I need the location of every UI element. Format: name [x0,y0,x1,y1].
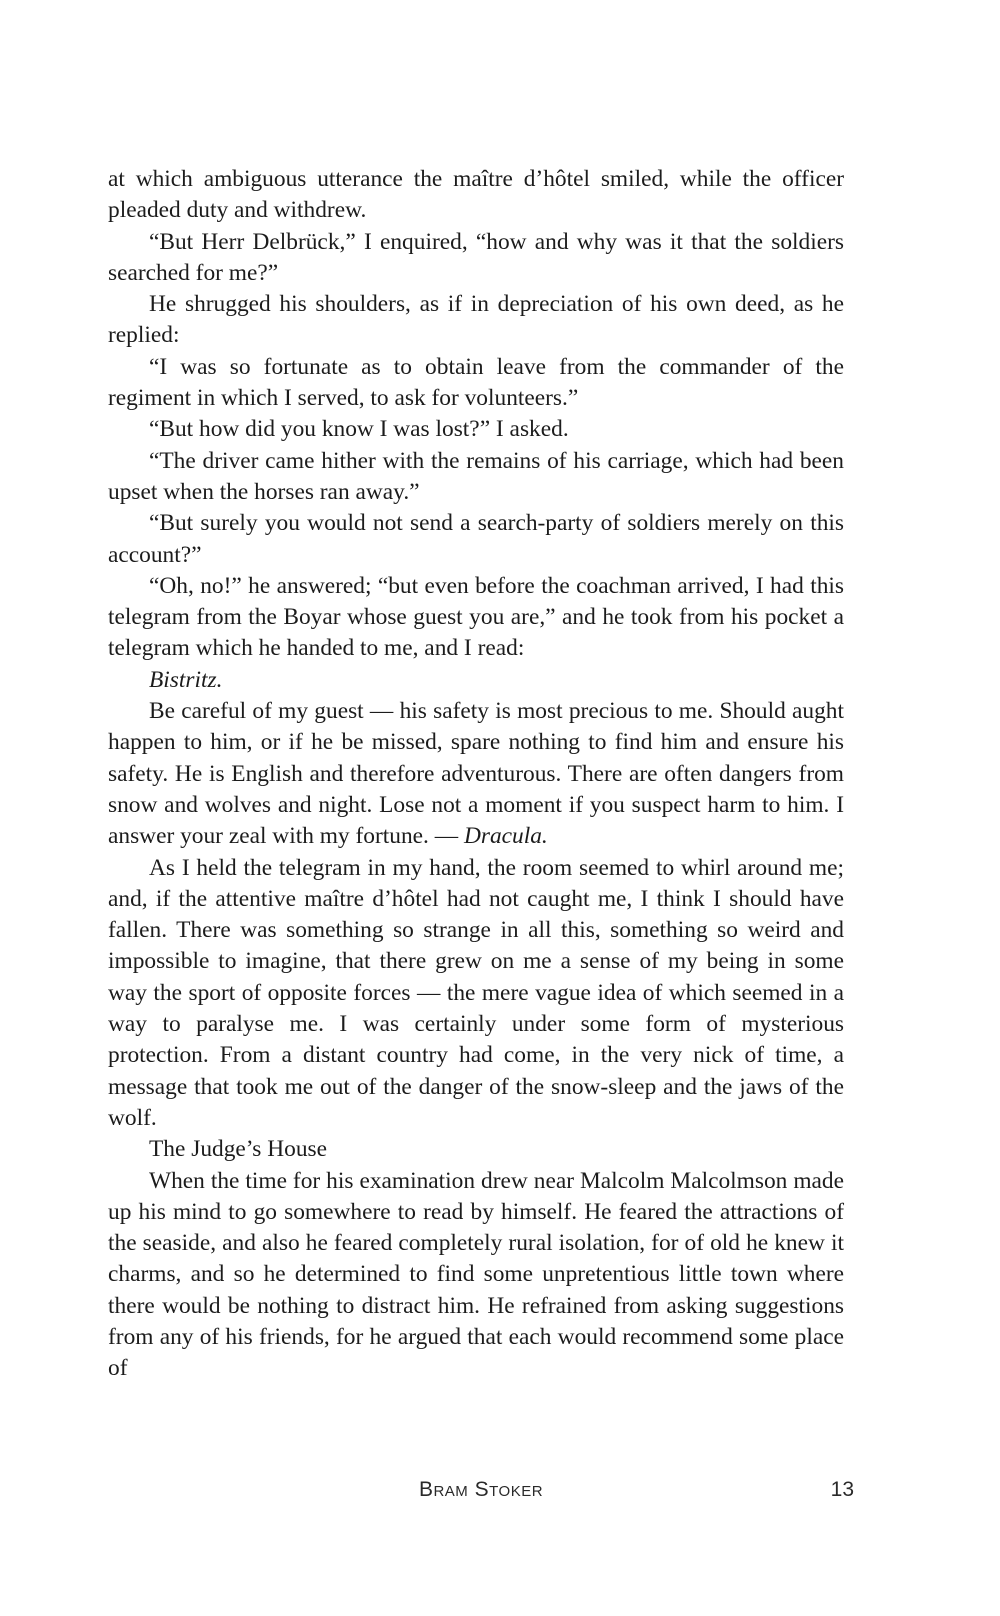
page-body [108,164,844,1385]
page-footer [108,1478,854,1512]
paragraph: “But how did you know I was lost?” I asked. [149,416,569,443]
paragraph: “But surely you would not send a search-party of soldiers merely on this account?” [108,510,844,568]
paragraph: “But Herr Delbrück,” I enquired, “how and why was it that the soldiers searched for me?” [108,228,844,286]
story-title: The Judge’s House [149,1136,327,1163]
paragraph: “Oh, no!” he answered; “but even before the coachman arrived, I had this telegram from the Boyar whose guest you are,” and he took from his pocket a telegram which he handed to me, and I read: [108,572,844,662]
running-author: Bram Stoker [418,1478,544,1501]
paragraph: As I held the telegram in my hand, the room seemed to whirl around me; and, if the attentive maître d’hôtel had not caught me, I think I should have fallen. There was something so strange in all this, something so weird and impossible to imagine, that there grew on me a sense of my being in some way the sport of opposite forces — the mere vague idea of which seemed in a way to paralyse me. I was certainly under some form of mysterious protection. From a distant country had come, in the very nick of time, a message that took me out of the danger of the snow-sleep and the jaws of the wolf. [108,854,844,1131]
paragraph: “I was so fortunate as to obtain leave from the commander of the regiment in which I served, to ask for volunteers.” [108,353,844,412]
paragraph: When the time for his examination drew near Malcolm Malcolmson made up his mind to go somewhere to read by himself. He feared the attractions of the seaside, and also he feared completely rural isolation, for of old he knew it charms, and so he determined to find some unpretentious little town where there would be nothing to distract him. He refrained from asking suggestions from any of his friends, for he argued that each would recommend some place of [108,1167,844,1382]
telegram-place: Bistritz. [149,666,223,693]
page-number: 13 [830,1478,854,1501]
paragraph: He shrugged his shoulders, as if in depreciation of his own deed, as he replied: [108,291,844,349]
telegram-text: Be careful of my guest — his safety is most precious to me. Should aught happen to him, or if he be missed, spare nothing to find him and ensure his safety. He is English and therefore adventurous. There are often dangers from snow and wolves and night. Lose not a moment if you suspect harm to him. I answer your zeal with my fortune. — [108,698,844,850]
telegram-message [108,696,844,852]
paragraph: “The driver came hither with the remains of his carriage, which had been upset when the horses ran away.” [108,447,844,505]
paragraph: at which ambiguous utterance the maître d’hôtel smiled, while the officer pleaded duty and withdrew. [108,166,844,224]
telegram-signature: Dracula. [463,823,548,850]
